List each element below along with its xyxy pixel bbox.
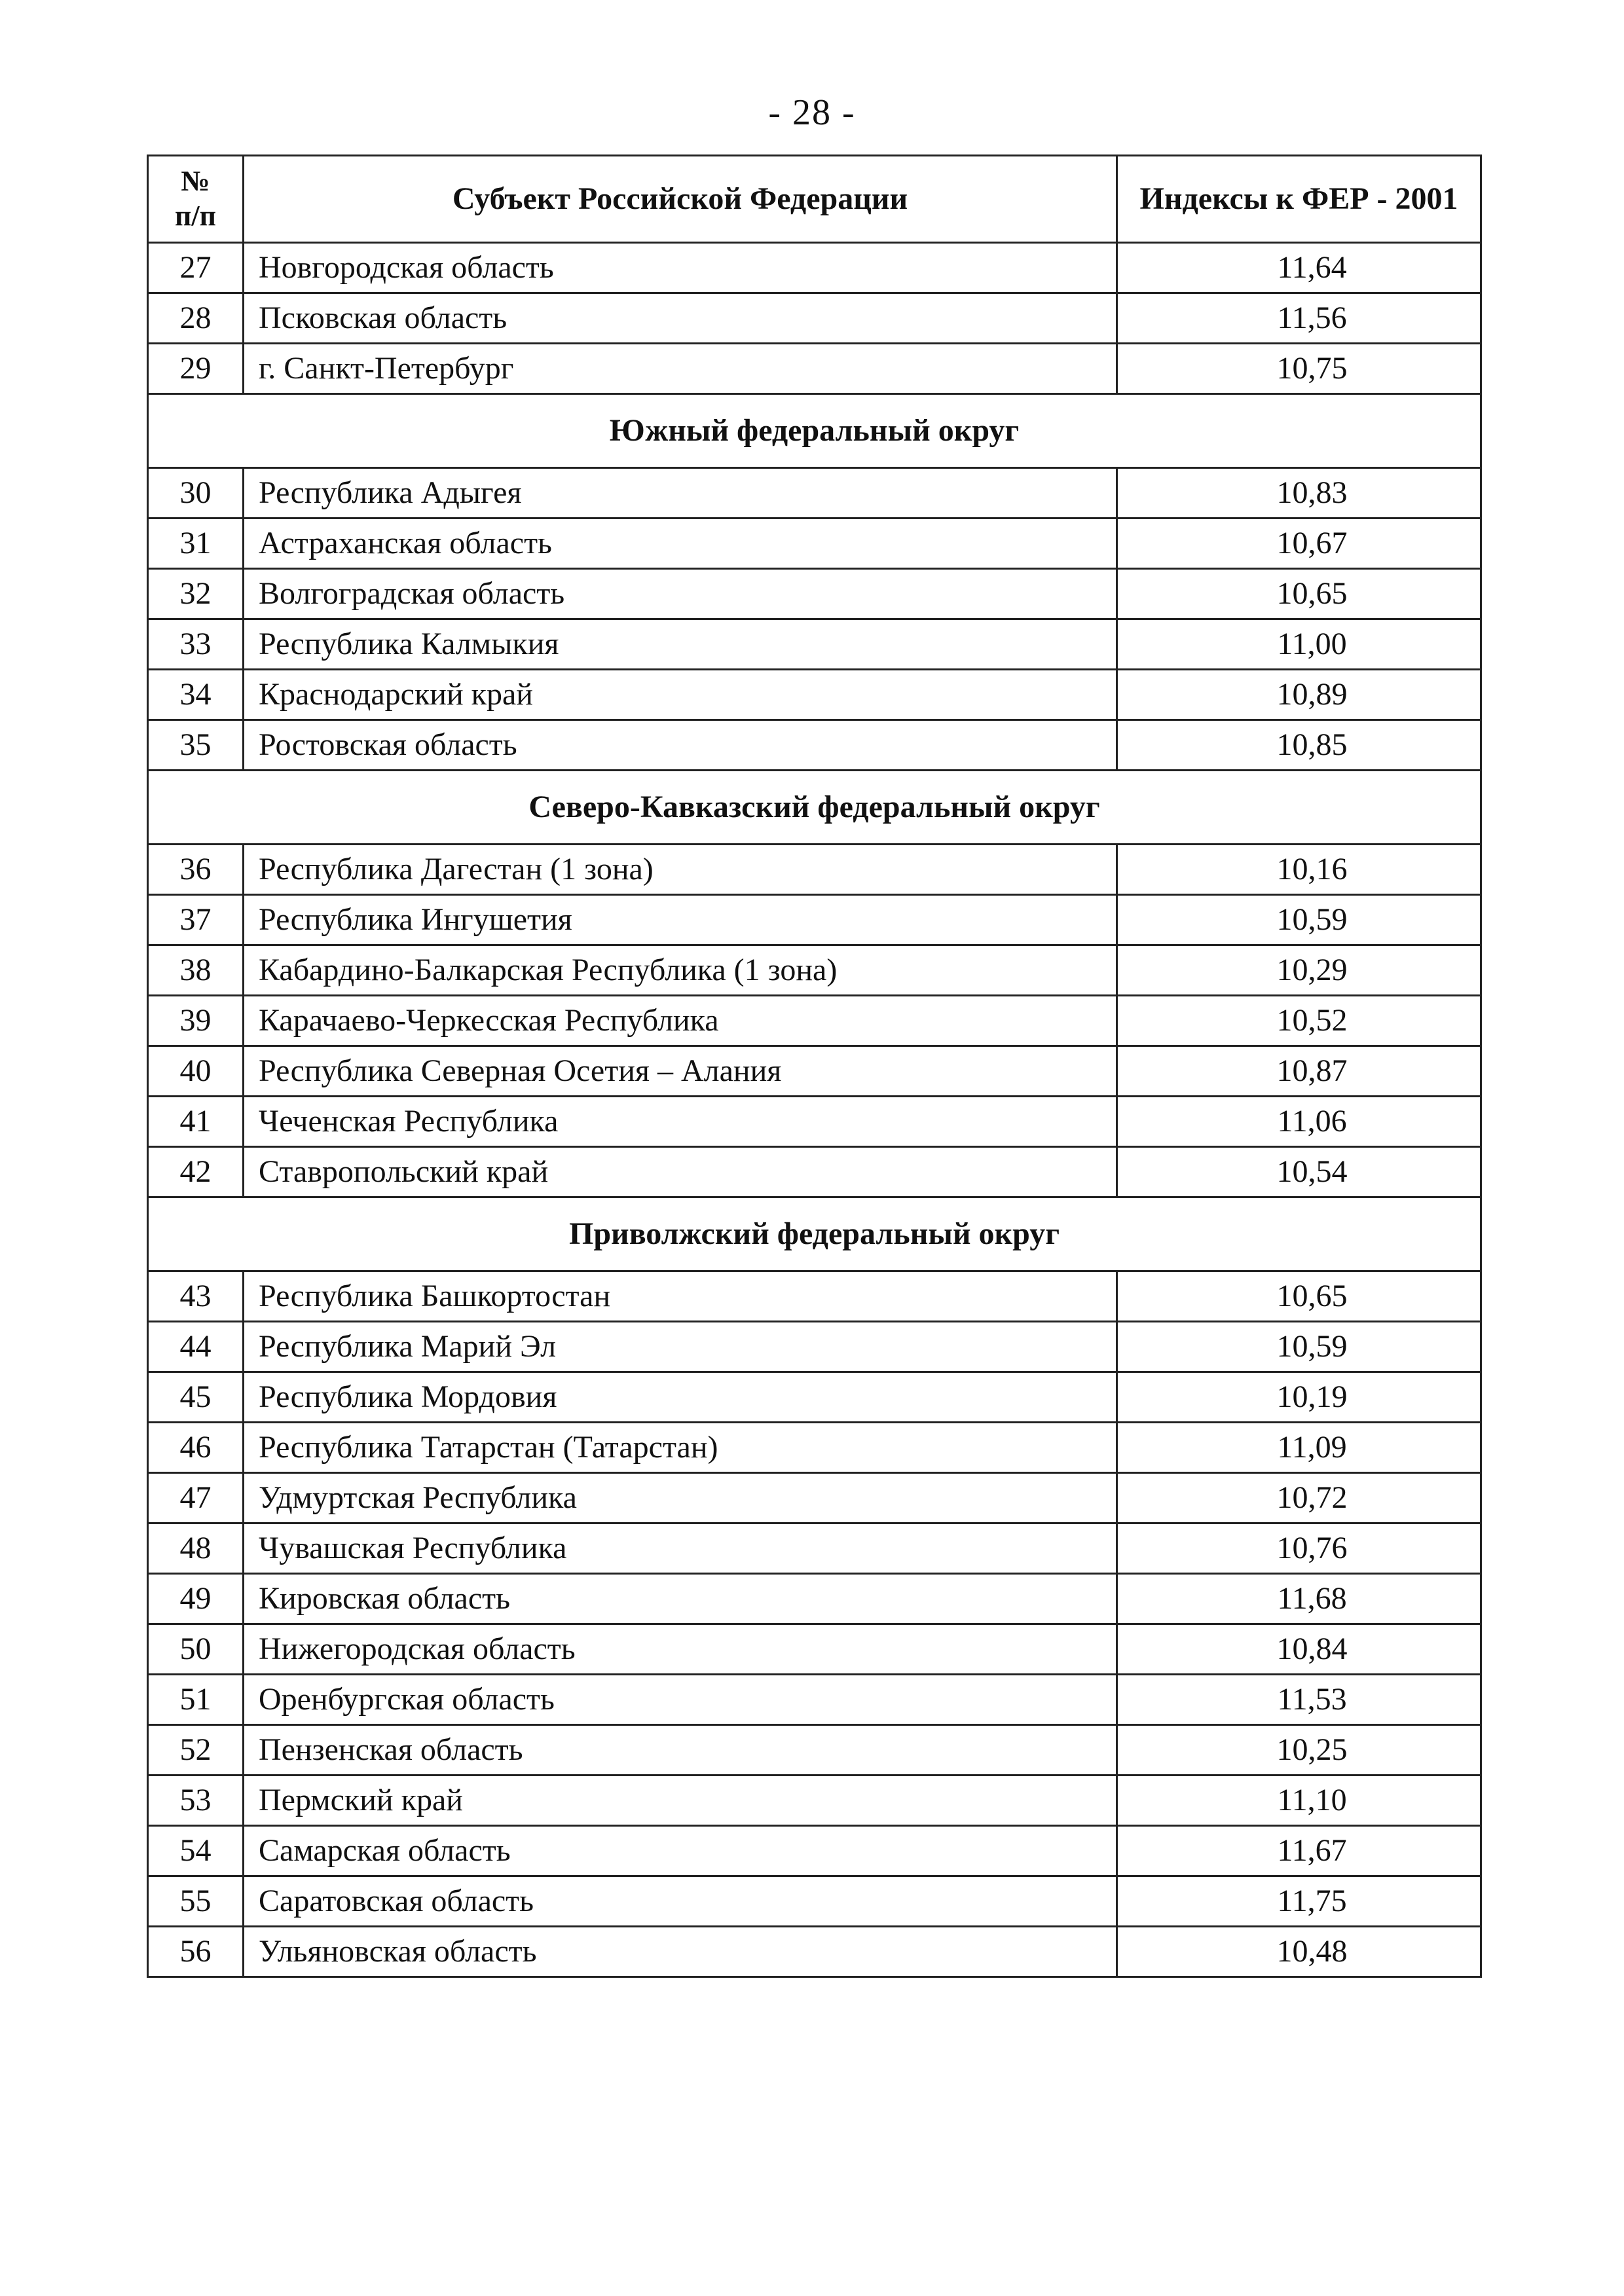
index-value: 10,67: [1117, 519, 1481, 569]
index-value: 10,65: [1117, 1271, 1481, 1322]
subject-name: Карачаево-Черкесская Республика: [244, 996, 1117, 1046]
subject-name: Саратовская область: [244, 1876, 1117, 1927]
subject-name: Ульяновская область: [244, 1927, 1117, 1977]
table-row: [148, 619, 1481, 670]
table-row: [148, 519, 1481, 569]
row-number: 35: [148, 720, 244, 771]
header-number: [148, 156, 244, 243]
row-number: 39: [148, 996, 244, 1046]
row-number: 30: [148, 468, 244, 519]
table-row: [148, 720, 1481, 771]
index-value: 10,16: [1117, 845, 1481, 895]
row-number: 37: [148, 895, 244, 945]
index-value: 10,59: [1117, 895, 1481, 945]
index-value: 10,84: [1117, 1624, 1481, 1675]
row-number: 32: [148, 569, 244, 619]
row-number: 46: [148, 1423, 244, 1473]
table-row: [148, 996, 1481, 1046]
row-number: 38: [148, 945, 244, 996]
district-title: Южный федеральный округ: [148, 394, 1481, 468]
table-row: [148, 1271, 1481, 1322]
row-number: 29: [148, 344, 244, 394]
subject-name: Чеченская Республика: [244, 1097, 1117, 1147]
index-value: 10,59: [1117, 1322, 1481, 1372]
table-row: [148, 1776, 1481, 1826]
table-row: [148, 1725, 1481, 1776]
index-value: 10,25: [1117, 1725, 1481, 1776]
subject-name: Удмуртская Республика: [244, 1473, 1117, 1523]
subject-name: Республика Ингушетия: [244, 895, 1117, 945]
index-value: 10,87: [1117, 1046, 1481, 1097]
row-number: 34: [148, 670, 244, 720]
district-header-row: [148, 771, 1481, 845]
subject-name: Самарская область: [244, 1826, 1117, 1876]
index-value: 10,89: [1117, 670, 1481, 720]
row-number: 54: [148, 1826, 244, 1876]
subject-name: Пензенская область: [244, 1725, 1117, 1776]
row-number: 47: [148, 1473, 244, 1523]
index-value: 11,06: [1117, 1097, 1481, 1147]
table-row: [148, 1097, 1481, 1147]
regional-index-table: [147, 155, 1482, 1978]
table-row: [148, 468, 1481, 519]
index-value: 10,83: [1117, 468, 1481, 519]
index-value: 10,65: [1117, 569, 1481, 619]
table-row: [148, 1046, 1481, 1097]
table-row: [148, 293, 1481, 344]
row-number: 33: [148, 619, 244, 670]
district-header-row: [148, 1197, 1481, 1271]
header-subject: Субъект Российской Федерации: [244, 156, 1117, 243]
subject-name: Чувашская Республика: [244, 1523, 1117, 1574]
table-row: [148, 895, 1481, 945]
index-value: 11,75: [1117, 1876, 1481, 1927]
row-number: 45: [148, 1372, 244, 1423]
table-header: [148, 156, 1481, 243]
index-value: 11,53: [1117, 1675, 1481, 1725]
table-row: [148, 1473, 1481, 1523]
table-row: [148, 1927, 1481, 1977]
subject-name: Республика Калмыкия: [244, 619, 1117, 670]
district-title: Приволжский федеральный округ: [148, 1197, 1481, 1271]
row-number: 51: [148, 1675, 244, 1725]
row-number: 41: [148, 1097, 244, 1147]
table-row: [148, 1574, 1481, 1624]
subject-name: Псковская область: [244, 293, 1117, 344]
row-number: 48: [148, 1523, 244, 1574]
header-number-sign: №: [181, 165, 210, 198]
table-row: [148, 670, 1481, 720]
subject-name: Ставропольский край: [244, 1147, 1117, 1197]
subject-name: Республика Мордовия: [244, 1372, 1117, 1423]
table-row: [148, 569, 1481, 619]
index-value: 10,52: [1117, 996, 1481, 1046]
index-value: 11,09: [1117, 1423, 1481, 1473]
index-value: 10,72: [1117, 1473, 1481, 1523]
index-value: 10,29: [1117, 945, 1481, 996]
row-number: 43: [148, 1271, 244, 1322]
row-number: 28: [148, 293, 244, 344]
subject-name: Республика Татарстан (Татарстан): [244, 1423, 1117, 1473]
index-value: 11,00: [1117, 619, 1481, 670]
table-row: [148, 243, 1481, 293]
subject-name: Республика Башкортостан: [244, 1271, 1117, 1322]
subject-name: Ростовская область: [244, 720, 1117, 771]
row-number: 36: [148, 845, 244, 895]
index-value: 10,19: [1117, 1372, 1481, 1423]
table-row: [148, 1876, 1481, 1927]
district-header-row: [148, 394, 1481, 468]
page-number: - 28 -: [768, 92, 856, 133]
subject-name: Республика Адыгея: [244, 468, 1117, 519]
row-number: 50: [148, 1624, 244, 1675]
row-number: 27: [148, 243, 244, 293]
index-value: 11,10: [1117, 1776, 1481, 1826]
subject-name: Пермский край: [244, 1776, 1117, 1826]
table-body: [148, 243, 1481, 1977]
row-number: 42: [148, 1147, 244, 1197]
district-title: Северо-Кавказский федеральный округ: [148, 771, 1481, 845]
row-number: 52: [148, 1725, 244, 1776]
table-row: [148, 1826, 1481, 1876]
row-number: 31: [148, 519, 244, 569]
header-number-abbrev: п/п: [175, 200, 216, 232]
subject-name: Краснодарский край: [244, 670, 1117, 720]
subject-name: г. Санкт-Петербург: [244, 344, 1117, 394]
row-number: 49: [148, 1574, 244, 1624]
index-value: 10,54: [1117, 1147, 1481, 1197]
index-value: 11,56: [1117, 293, 1481, 344]
index-value: 11,67: [1117, 1826, 1481, 1876]
table-row: [148, 1322, 1481, 1372]
row-number: 44: [148, 1322, 244, 1372]
subject-name: Новгородская область: [244, 243, 1117, 293]
subject-name: Волгоградская область: [244, 569, 1117, 619]
subject-name: Республика Северная Осетия – Алания: [244, 1046, 1117, 1097]
table-row: [148, 344, 1481, 394]
subject-name: Нижегородская область: [244, 1624, 1117, 1675]
table-row: [148, 1423, 1481, 1473]
table-row: [148, 945, 1481, 996]
index-value: 10,85: [1117, 720, 1481, 771]
row-number: 56: [148, 1927, 244, 1977]
table-row: [148, 1372, 1481, 1423]
index-value: 10,76: [1117, 1523, 1481, 1574]
subject-name: Республика Дагестан (1 зона): [244, 845, 1117, 895]
table-row: [148, 1147, 1481, 1197]
row-number: 53: [148, 1776, 244, 1826]
subject-name: Республика Марий Эл: [244, 1322, 1117, 1372]
subject-name: Кабардино-Балкарская Республика (1 зона): [244, 945, 1117, 996]
subject-name: Оренбургская область: [244, 1675, 1117, 1725]
table-row: [148, 1523, 1481, 1574]
row-number: 40: [148, 1046, 244, 1097]
index-value: 10,75: [1117, 344, 1481, 394]
table-row: [148, 845, 1481, 895]
header-index: Индексы к ФЕР - 2001: [1117, 156, 1481, 243]
index-value: 10,48: [1117, 1927, 1481, 1977]
subject-name: Кировская область: [244, 1574, 1117, 1624]
row-number: 55: [148, 1876, 244, 1927]
table-row: [148, 1675, 1481, 1725]
index-value: 11,64: [1117, 243, 1481, 293]
subject-name: Астраханская область: [244, 519, 1117, 569]
index-value: 11,68: [1117, 1574, 1481, 1624]
table-row: [148, 1624, 1481, 1675]
